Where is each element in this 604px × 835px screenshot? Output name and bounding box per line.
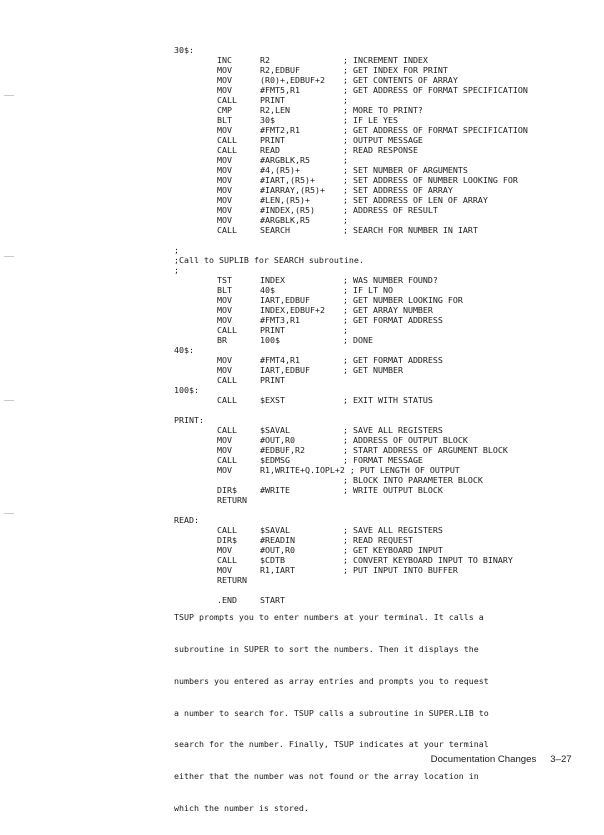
code-line <box>0 455 604 465</box>
code-line <box>0 265 604 275</box>
operand: IART,EDBUF <box>260 365 310 375</box>
opcode: MOV <box>217 125 232 135</box>
code-line <box>0 385 604 395</box>
paragraph-line: a number to search for. TSUP calls a subroutine in SUPER.LIB to <box>174 707 489 718</box>
comment-delimiter: ; <box>343 525 348 535</box>
code-line <box>0 75 604 85</box>
comment-statement: ; <box>174 265 179 275</box>
operand: #FMT5,R1 <box>260 85 300 95</box>
operand: #ARGBLK,R5 <box>260 215 310 225</box>
operand: R2 <box>260 55 270 65</box>
code-line <box>0 125 604 135</box>
comment-delimiter: ; <box>343 395 348 405</box>
comment-delimiter: ; <box>343 305 348 315</box>
code-line <box>0 505 604 515</box>
code-comment: ADDRESS OF RESULT <box>353 205 438 215</box>
operand: #READIN <box>260 535 295 545</box>
opcode: CALL <box>217 135 237 145</box>
code-line <box>0 495 604 505</box>
code-comment: PUT INPUT INTO BUFFER <box>353 565 458 575</box>
comment-delimiter: ; <box>343 295 348 305</box>
code-label: 100$: <box>174 385 199 395</box>
code-comment: DONE <box>353 335 373 345</box>
paragraph-line: TSUP prompts you to enter numbers at your terminal. It calls a <box>174 612 484 623</box>
code-line <box>0 295 604 305</box>
comment-delimiter: ; <box>343 95 348 105</box>
page-number: 3–27 <box>550 754 572 765</box>
operand: 40$ <box>260 285 275 295</box>
operand: SEARCH <box>260 225 290 235</box>
code-line <box>0 135 604 145</box>
code-comment: START ADDRESS OF ARGUMENT BLOCK <box>353 445 508 455</box>
operand: READ <box>260 145 280 155</box>
code-line <box>0 365 604 375</box>
code-comment: FORMAT MESSAGE <box>353 455 423 465</box>
code-line <box>0 205 604 215</box>
opcode: MOV <box>217 185 232 195</box>
operand: $EDMSG <box>260 455 290 465</box>
code-line <box>0 105 604 115</box>
code-line <box>0 165 604 175</box>
opcode: .END <box>217 595 237 605</box>
comment-delimiter: ; <box>343 65 348 75</box>
operand: #IARRAY,(R5)+ <box>260 185 325 195</box>
comment-delimiter: ; <box>343 285 348 295</box>
code-line <box>0 255 604 265</box>
code-comment: GET NUMBER <box>353 365 403 375</box>
code-comment: MORE TO PRINT? <box>353 105 423 115</box>
opcode: DIR$ <box>217 535 237 545</box>
code-comment: SET ADDRESS OF ARRAY <box>353 185 453 195</box>
code-line <box>0 425 604 435</box>
comment-delimiter: ; <box>343 55 348 65</box>
body-paragraph <box>174 591 594 835</box>
comment-delimiter: ; <box>343 105 348 115</box>
code-line <box>0 465 604 475</box>
code-comment: GET CONTENTS OF ARRAY <box>353 75 458 85</box>
code-line <box>0 355 604 365</box>
code-line <box>0 445 604 455</box>
opcode: MOV <box>217 365 232 375</box>
opcode: CALL <box>217 525 237 535</box>
comment-delimiter: ; <box>343 175 348 185</box>
code-line <box>0 325 604 335</box>
code-comment: SET ADDRESS OF NUMBER LOOKING FOR <box>353 175 518 185</box>
code-line <box>0 95 604 105</box>
operand: R2,EDBUF <box>260 65 300 75</box>
opcode: CALL <box>217 225 237 235</box>
operand: #INDEX,(R5) <box>260 205 315 215</box>
opcode: MOV <box>217 295 232 305</box>
code-line <box>0 375 604 385</box>
opcode: MOV <box>217 445 232 455</box>
code-line <box>0 525 604 535</box>
code-comment: GET ADDRESS OF FORMAT SPECIFICATION <box>353 85 528 95</box>
code-line <box>0 315 604 325</box>
opcode: BR <box>217 335 227 345</box>
operand: #WRITE <box>260 485 290 495</box>
comment-delimiter: ; <box>343 275 348 285</box>
operand: (R0)+,EDBUF+2 <box>260 75 325 85</box>
binding-hole-mark <box>4 95 14 96</box>
code-comment: WAS NUMBER FOUND? <box>353 275 438 285</box>
opcode: DIR$ <box>217 485 237 495</box>
code-comment: GET INDEX FOR PRINT <box>353 65 448 75</box>
code-line <box>0 225 604 235</box>
operand: PRINT <box>260 325 285 335</box>
operand: #OUT,R0 <box>260 435 295 445</box>
code-comment: OUTPUT MESSAGE <box>353 135 423 145</box>
code-comment: READ RESPONSE <box>353 145 418 155</box>
opcode: MOV <box>217 465 232 475</box>
page-footer <box>420 743 572 776</box>
code-label: 40$: <box>174 345 194 355</box>
footer-title: Documentation Changes <box>430 754 537 765</box>
binding-hole-mark <box>4 256 14 257</box>
comment-delimiter: ; <box>343 155 348 165</box>
operand: #FMT2,R1 <box>260 125 300 135</box>
opcode: MOV <box>217 215 232 225</box>
code-line <box>0 545 604 555</box>
opcode: INC <box>217 55 232 65</box>
code-line <box>0 155 604 165</box>
operand: #4,(R5)+ <box>260 165 300 175</box>
code-label: 30$: <box>174 45 194 55</box>
opcode: CALL <box>217 325 237 335</box>
code-comment: GET FORMAT ADDRESS <box>353 355 443 365</box>
comment-delimiter: ; <box>343 435 348 445</box>
opcode: BLT <box>217 285 232 295</box>
comment-delimiter: ; <box>343 475 348 485</box>
code-comment: SEARCH FOR NUMBER IN IART <box>353 225 478 235</box>
operand: PRINT <box>260 95 285 105</box>
code-comment: GET ADDRESS OF FORMAT SPECIFICATION <box>353 125 528 135</box>
operand: START <box>260 595 285 605</box>
code-line <box>0 55 604 65</box>
opcode: CALL <box>217 425 237 435</box>
operand: INDEX <box>260 275 285 285</box>
opcode: TST <box>217 275 232 285</box>
code-comment: GET KEYBOARD INPUT <box>353 545 443 555</box>
operand: IART,EDBUF <box>260 295 310 305</box>
code-comment: WRITE OUTPUT BLOCK <box>353 485 443 495</box>
code-label: READ: <box>174 515 199 525</box>
operand: #FMT4,R1 <box>260 355 300 365</box>
operand: R2,LEN <box>260 105 290 115</box>
code-comment: CONVERT KEYBOARD INPUT TO BINARY <box>353 555 513 565</box>
code-comment: IF LT NO <box>353 285 393 295</box>
code-comment: INCREMENT INDEX <box>353 55 428 65</box>
paragraph-line: either that the number was not found or the array location in <box>174 771 479 782</box>
comment-delimiter: ; <box>343 185 348 195</box>
comment-statement: ; <box>174 245 179 255</box>
operand: R1,IART <box>260 565 295 575</box>
operand: 100$ <box>260 335 280 345</box>
operand: $SAVAL <box>260 425 290 435</box>
operand: #OUT,R0 <box>260 545 295 555</box>
code-line <box>0 485 604 495</box>
code-comment: GET ARRAY NUMBER <box>353 305 433 315</box>
code-line <box>0 115 604 125</box>
comment-delimiter: ; <box>343 205 348 215</box>
comment-delimiter: ; <box>343 365 348 375</box>
comment-delimiter: ; <box>343 325 348 335</box>
code-line <box>0 555 604 565</box>
code-line <box>0 275 604 285</box>
opcode: CALL <box>217 395 237 405</box>
comment-delimiter: ; <box>343 485 348 495</box>
code-line <box>0 575 604 585</box>
code-line <box>0 435 604 445</box>
operand: $CDTB <box>260 555 285 565</box>
opcode: MOV <box>217 545 232 555</box>
opcode: MOV <box>217 435 232 445</box>
code-line <box>0 475 604 485</box>
code-comment: GET FORMAT ADDRESS <box>353 315 443 325</box>
opcode: MOV <box>217 175 232 185</box>
code-line <box>0 195 604 205</box>
operand: #FMT3,R1 <box>260 315 300 325</box>
code-line <box>0 335 604 345</box>
comment-statement: ;Call to SUPLIB for SEARCH subroutine. <box>174 255 364 265</box>
code-line <box>0 395 604 405</box>
code-comment: SAVE ALL REGISTERS <box>353 425 443 435</box>
comment-delimiter: ; <box>343 355 348 365</box>
paragraph-line: which the number is stored. <box>174 802 309 813</box>
comment-delimiter: ; <box>343 145 348 155</box>
opcode: CALL <box>217 455 237 465</box>
code-line <box>0 535 604 545</box>
opcode: RETURN <box>217 575 247 585</box>
operand: INDEX,EDBUF+2 <box>260 305 325 315</box>
opcode: CALL <box>217 145 237 155</box>
operand: #ARGBLK,R5 <box>260 155 310 165</box>
comment-delimiter: ; <box>343 455 348 465</box>
comment-delimiter: ; <box>343 425 348 435</box>
operand: $EXST <box>260 395 285 405</box>
opcode: MOV <box>217 195 232 205</box>
code-line <box>0 235 604 245</box>
code-comment: EXIT WITH STATUS <box>353 395 433 405</box>
code-comment: BLOCK INTO PARAMETER BLOCK <box>353 475 483 485</box>
operand: #EDBUF,R2 <box>260 445 305 455</box>
code-label: PRINT: <box>174 415 204 425</box>
comment-delimiter: ; <box>343 225 348 235</box>
code-comment: READ REQUEST <box>353 535 413 545</box>
opcode: RETURN <box>217 495 247 505</box>
code-comment: GET NUMBER LOOKING FOR <box>353 295 463 305</box>
opcode: MOV <box>217 305 232 315</box>
paragraph-line: search for the number. Finally, TSUP indicates at your terminal <box>174 739 489 750</box>
paragraph-line: subroutine in SUPER to sort the numbers. Then it displays the <box>174 643 479 654</box>
opcode: MOV <box>217 565 232 575</box>
opcode: MOV <box>217 315 232 325</box>
comment-delimiter: ; <box>343 535 348 545</box>
opcode: MOV <box>217 75 232 85</box>
opcode: CALL <box>217 95 237 105</box>
opcode: CMP <box>217 105 232 115</box>
opcode: MOV <box>217 85 232 95</box>
comment-delimiter: ; <box>343 445 348 455</box>
opcode: MOV <box>217 355 232 365</box>
operand: PRINT <box>260 135 285 145</box>
code-line <box>0 345 604 355</box>
code-line <box>0 285 604 295</box>
operand: $SAVAL <box>260 525 290 535</box>
comment-delimiter: ; <box>343 565 348 575</box>
comment-delimiter: ; <box>343 115 348 125</box>
operand: #LEN,(R5)+ <box>260 195 310 205</box>
comment-delimiter: ; <box>343 335 348 345</box>
code-line <box>0 215 604 225</box>
opcode: BLT <box>217 115 232 125</box>
code-line <box>0 245 604 255</box>
operand: R1,WRITE+Q.IOPL+2 ; PUT LENGTH OF OUTPUT <box>260 465 460 475</box>
binding-hole-mark <box>4 513 14 514</box>
code-comment: SET ADDRESS OF LEN OF ARRAY <box>353 195 488 205</box>
code-line <box>0 65 604 75</box>
comment-delimiter: ; <box>343 75 348 85</box>
code-line <box>0 515 604 525</box>
opcode: MOV <box>217 65 232 75</box>
comment-delimiter: ; <box>343 125 348 135</box>
code-line <box>0 565 604 575</box>
code-line <box>0 415 604 425</box>
opcode: MOV <box>217 205 232 215</box>
code-comment: IF LE YES <box>353 115 398 125</box>
code-line <box>0 405 604 415</box>
code-comment: SET NUMBER OF ARGUMENTS <box>353 165 468 175</box>
comment-delimiter: ; <box>343 215 348 225</box>
comment-delimiter: ; <box>343 545 348 555</box>
code-line <box>0 85 604 95</box>
comment-delimiter: ; <box>343 195 348 205</box>
binding-hole-mark <box>4 400 14 401</box>
comment-delimiter: ; <box>343 165 348 175</box>
comment-delimiter: ; <box>343 315 348 325</box>
opcode: MOV <box>217 155 232 165</box>
paragraph-line: numbers you entered as array entries and prompts you to request <box>174 675 489 686</box>
comment-delimiter: ; <box>343 555 348 565</box>
opcode: CALL <box>217 555 237 565</box>
code-line <box>0 305 604 315</box>
code-comment: SAVE ALL REGISTERS <box>353 525 443 535</box>
code-line <box>0 175 604 185</box>
code-line <box>0 45 604 55</box>
code-line <box>0 145 604 155</box>
opcode: MOV <box>217 165 232 175</box>
comment-delimiter: ; <box>343 85 348 95</box>
operand: #IART,(R5)+ <box>260 175 315 185</box>
operand: PRINT <box>260 375 285 385</box>
opcode: CALL <box>217 375 237 385</box>
comment-delimiter: ; <box>343 135 348 145</box>
code-comment: ADDRESS OF OUTPUT BLOCK <box>353 435 468 445</box>
operand: 30$ <box>260 115 275 125</box>
code-line <box>0 185 604 195</box>
